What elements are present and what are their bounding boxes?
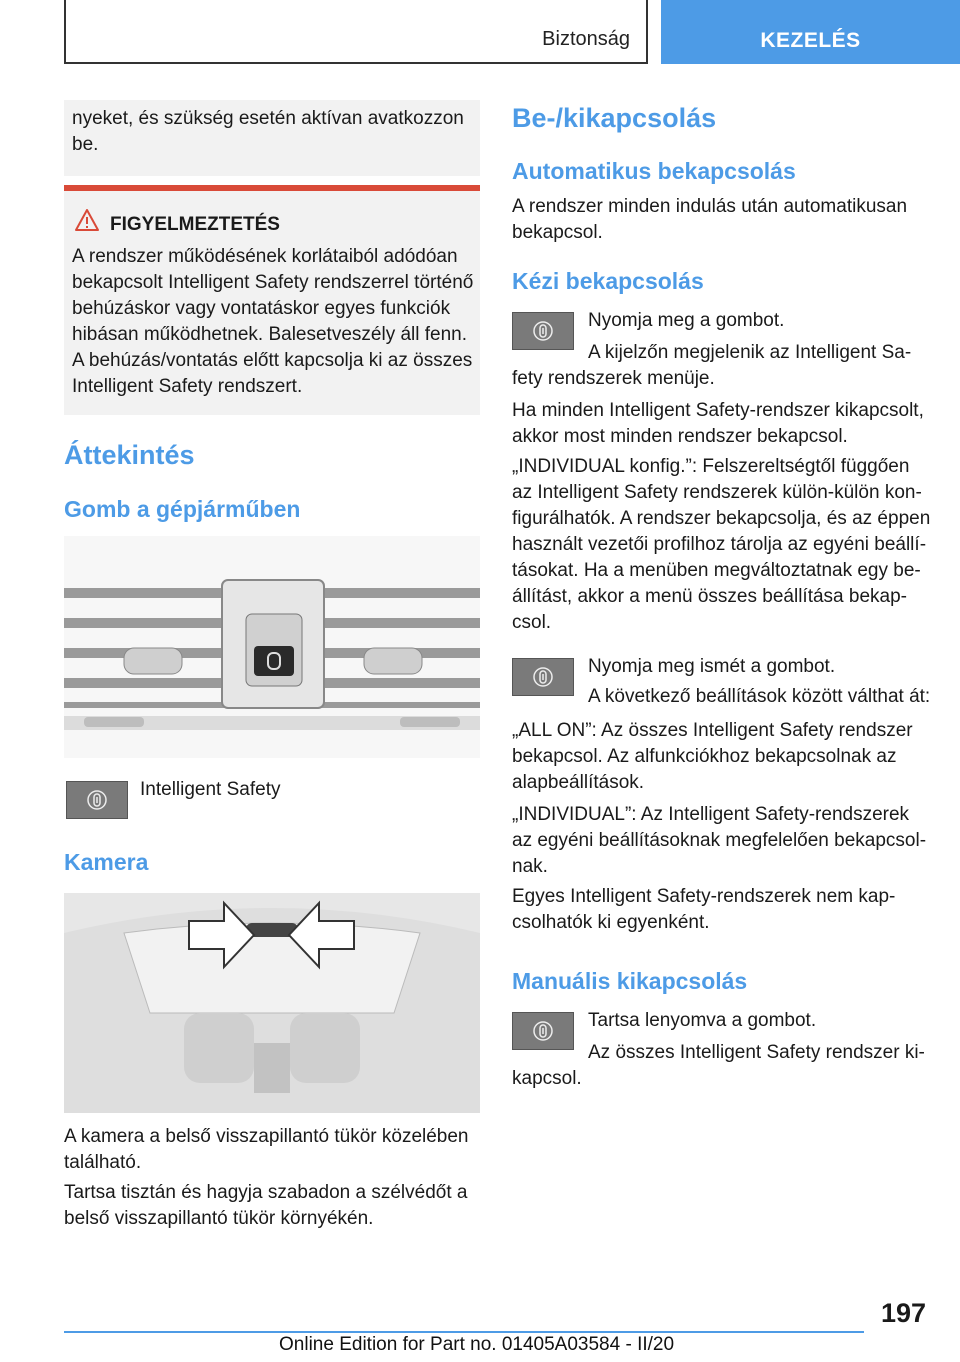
auto-on-heading: Automatikus bekapcsolás	[512, 158, 796, 184]
warning-text: A rendszer működésének korlátaiból adódóan bekapcsolt Intelligent Safety rendszerrel történő behúzáskor vagy vontatáskor egyes funkciók hibásan működhetnek. Balesetveszély áll fenn. A behúzás/vontatás előtt kapcsolja ki az összes Intelligent Safety rendszert.	[72, 246, 474, 397]
manual-on-individual: „INDIVIDUAL konfig.”: Felszereltségtől függően az Intelligent Safety rendszerek külön-külön konfigurálhatók. A rendszer bekapcsolja, és az éppen használt vezetői profilhoz tárolja az egyéni beállításokat. Ha a menüben megváltoztatnak egy beállítást, akkor a menü összes beállítása bekapcsol.	[512, 456, 931, 633]
intelligent-safety-button-icon	[66, 781, 128, 819]
camera-clean-text: Tartsa tisztán és hagyja szabadon a szélvédőt a belső visszapillantó tükör környékén.	[64, 1182, 468, 1229]
chapter-tab[interactable]	[661, 0, 960, 64]
warning-title: FIGYELMEZTETÉS	[110, 214, 280, 235]
dashboard-button-image	[64, 536, 480, 758]
header-box	[64, 0, 648, 64]
auto-on-text: A rendszer minden indulás után automatikusan bekapcsol.	[512, 196, 908, 243]
intro-text: nyeket, és szükség esetén aktívan avatkozzon be.	[72, 108, 464, 155]
manual-on-step3: Ha minden Intelligent Safety-rendszer kikapcsolt, akkor most minden rendszer bekapcsol.	[512, 400, 924, 447]
manual-off-heading: Manuális kikapcsolás	[512, 968, 748, 994]
manual-on-step1: Nyomja meg a gombot.	[588, 310, 785, 331]
manual-on-step2: A kijelzőn megjelenik az Intelligent Safety rendszerek menüje.	[512, 342, 912, 389]
manual-off-step1: Tartsa lenyomva a gombot.	[588, 1010, 817, 1031]
chapter-tab-label: KEZELÉS	[760, 29, 861, 52]
camera-location-text: A kamera a belső visszapillantó tükör közelében található.	[64, 1126, 469, 1173]
press-again-step1: Nyomja meg ismét a gombot.	[588, 656, 836, 677]
warning-icon	[74, 208, 100, 232]
button-label: Intelligent Safety	[140, 779, 281, 800]
camera-heading: Kamera	[64, 849, 149, 875]
edition-text: Online Edition for Part no. 01405A03584 - II/20	[279, 1334, 675, 1355]
individual-text: „INDIVIDUAL”: Az Intelligent Safety-rendszerek az egyéni beállításoknak megfelelően bekapcsolnak.	[512, 804, 927, 877]
footer-divider	[64, 1331, 864, 1333]
press-again-step2: A következő beállítások között válthat át:	[588, 686, 931, 707]
onoff-heading: Be-/kikapcsolás	[512, 103, 717, 133]
camera-image	[64, 893, 480, 1113]
note-text: Egyes Intelligent Safety-rendszerek nem kapcsolhatók ki egyenként.	[512, 886, 896, 933]
button-heading: Gomb a gépjárműben	[64, 496, 301, 522]
overview-heading: Áttekintés	[64, 440, 195, 470]
manual-on-heading: Kézi bekapcsolás	[512, 268, 704, 294]
press-again-button-icon	[512, 658, 574, 696]
all-on-text: „ALL ON”: Az összes Intelligent Safety rendszer bekapcsol. Az alfunkciókhoz bekapcsolnak az alapbeállítások.	[512, 720, 913, 793]
section-title: Biztonság	[542, 28, 630, 50]
manual-off-step2: Az összes Intelligent Safety rendszer kikapcsol.	[512, 1042, 925, 1089]
page-number: 197	[880, 1298, 926, 1328]
